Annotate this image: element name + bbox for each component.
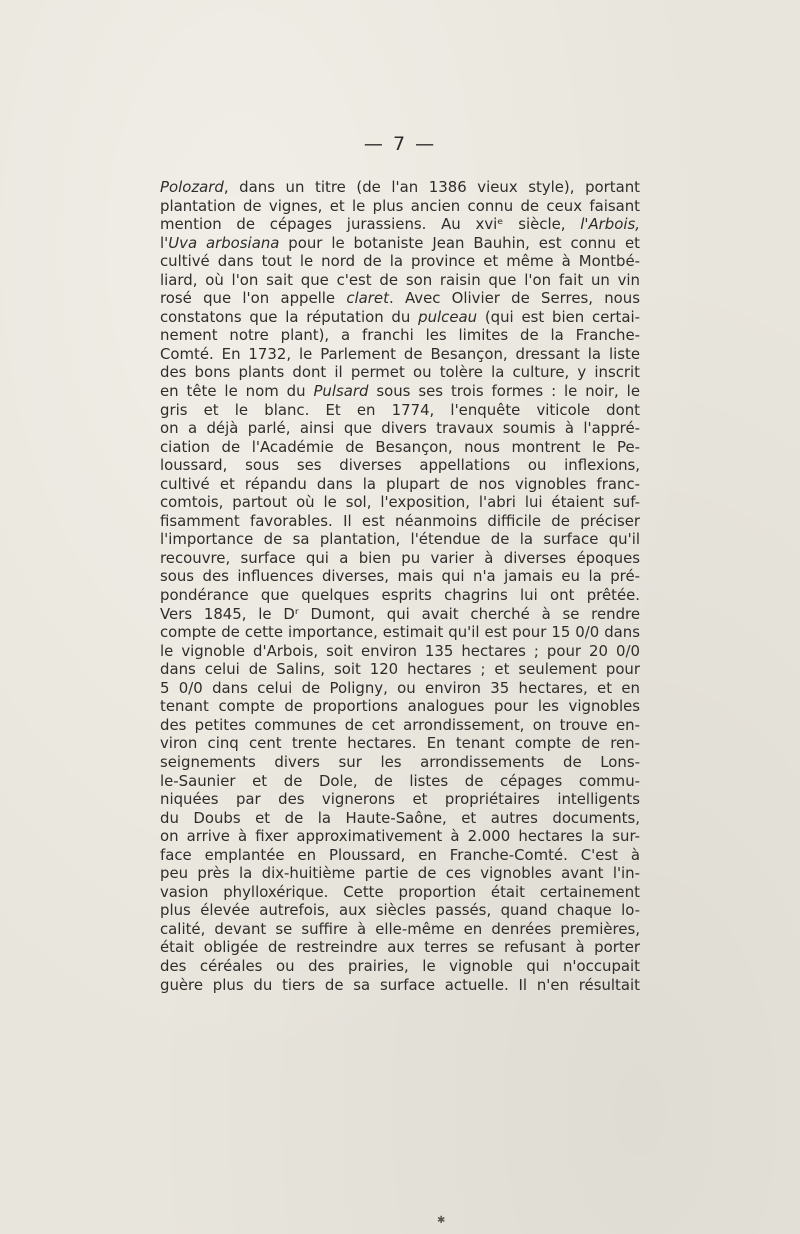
line-text: pour le botaniste Jean Bauhin, est connu et — [279, 233, 640, 252]
italic-text: Pulsard — [313, 382, 369, 401]
text-line — [160, 790, 640, 809]
page-number: — 7 — — [363, 133, 437, 155]
line-text: , dans un titre (de l'an 1386 vieux style), portant — [223, 178, 640, 196]
text-line — [160, 215, 640, 234]
line-text: en tête le nom du — [160, 382, 314, 401]
text-line — [160, 289, 640, 308]
text-line — [160, 938, 640, 957]
text-line — [160, 493, 640, 512]
text-line — [160, 567, 640, 586]
text-line — [160, 642, 640, 661]
line-text: le-Saunier et de Dole, de listes de cépages commu- — [160, 771, 640, 790]
line-text: (qui est bien certai- — [477, 307, 640, 326]
text-line — [160, 920, 640, 939]
text-line — [160, 586, 640, 605]
line-text: peu près la dix-huitième partie de ces vignobles avant l'in- — [160, 864, 640, 883]
line-text: . Avec Olivier de Serres, nous — [388, 289, 640, 308]
line-text: vasion phylloxérique. Cette proportion était certainement — [160, 882, 640, 901]
line-text: comtois, partout où le sol, l'exposition, l'abri lui étaient suf- — [160, 493, 640, 512]
text-line — [160, 753, 640, 772]
text-line — [160, 178, 640, 197]
text-line — [160, 679, 640, 698]
line-text: l' — [160, 233, 169, 252]
italic-text: pulceau — [418, 307, 478, 326]
text-line — [160, 234, 640, 253]
italic-text: claret — [346, 289, 389, 308]
line-text: dans celui de Salins, soit 120 hectares ; et seulement pour — [160, 660, 640, 679]
line-text: était obligée de restreindre aux terres se refusant à porter — [160, 938, 640, 957]
line-text: pondérance que quelques esprits chagrins lui ont prêtée. — [160, 586, 640, 605]
line-text: recouvre, surface qui a bien pu varier à diverses époques — [160, 548, 640, 567]
text-line — [160, 382, 640, 401]
line-text: loussard, sous ses diverses appellations ou inflexions, — [160, 456, 640, 475]
line-text: seignements divers sur les arrondissements de Lons- — [160, 752, 640, 771]
line-text: sous ses trois formes : le noir, le — [368, 382, 640, 401]
line-text: des céréales ou des prairies, le vignoble qui n'occupait — [160, 956, 640, 975]
line-text: fisamment favorables. Il est néanmoins difficile de préciser — [160, 511, 640, 530]
text-line — [160, 197, 640, 216]
italic-text: Polozard — [160, 178, 224, 196]
text-line — [160, 438, 640, 457]
italic-text: l'Arbois, — [580, 215, 640, 234]
text-line — [160, 976, 640, 995]
line-text: guère plus du tiers de sa surface actuelle. Il n'en résultait — [160, 975, 640, 994]
line-text: plantation de vignes, et le plus ancien connu de ceux faisant — [160, 196, 640, 215]
text-line — [160, 716, 640, 735]
line-text: 5 0/0 dans celui de Poligny, ou environ 35 hectares, et en — [160, 678, 640, 697]
text-line — [160, 864, 640, 883]
line-text: Vers 1845, le Dʳ Dumont, qui avait cherché à se rendre — [160, 604, 640, 623]
italic-text: Uva arbosiana — [168, 233, 280, 252]
text-line — [160, 901, 640, 920]
text-line — [160, 252, 640, 271]
text-line — [160, 883, 640, 902]
text-line — [160, 271, 640, 290]
text-line — [160, 605, 640, 624]
text-line — [160, 475, 640, 494]
line-text: gris et le blanc. Et en 1774, l'enquête viticole dont — [160, 400, 640, 419]
text-line — [160, 772, 640, 791]
text-line — [160, 846, 640, 865]
text-line — [160, 512, 640, 531]
line-text: on arrive à fixer approximativement à 2.000 hectares la sur- — [160, 827, 640, 846]
body-text — [160, 178, 640, 994]
line-text: constatons que la réputation du — [160, 307, 419, 326]
text-line — [160, 697, 640, 716]
line-text: Comté. En 1732, le Parlement de Besançon, dressant la liste — [160, 344, 640, 363]
line-text: cultivé dans tout le nord de la province et même à Montbé- — [160, 252, 640, 271]
text-line — [160, 957, 640, 976]
text-line — [160, 345, 640, 364]
text-line — [160, 308, 640, 327]
text-line — [160, 326, 640, 345]
line-text: face emplantée en Ploussard, en Franche-Comté. C'est à — [160, 845, 640, 864]
text-line — [160, 401, 640, 420]
line-text: viron cinq cent trente hectares. En tenant compte de ren- — [160, 734, 640, 753]
line-text: le vignoble d'Arbois, soit environ 135 hectares ; pour 20 0/0 — [160, 641, 640, 660]
text-line — [160, 809, 640, 828]
ink-mark: ✱ — [437, 1215, 446, 1226]
text-line — [160, 734, 640, 753]
line-text: rosé que l'on appelle — [160, 289, 347, 308]
line-text: mention de cépages jurassiens. Au xviᵉ siècle, — [160, 215, 581, 234]
text-line — [160, 363, 640, 382]
line-text: du Doubs et de la Haute-Saône, et autres documents, — [160, 808, 640, 827]
line-text: liard, où l'on sait que c'est de son raisin que l'on fait un vin — [160, 270, 640, 289]
text-line — [160, 530, 640, 549]
text-line — [160, 456, 640, 475]
text-line — [160, 623, 640, 642]
line-text: plus élevée autrefois, aux siècles passés, quand chaque lo- — [160, 901, 640, 920]
line-text: on a déjà parlé, ainsi que divers travaux soumis à l'appré- — [160, 419, 640, 438]
line-text: ciation de l'Académie de Besançon, nous montrent le Pe- — [160, 437, 640, 456]
line-text: des petites communes de cet arrondissement, on trouve en- — [160, 715, 640, 734]
line-text: compte de cette importance, estimait qu'il est pour 15 0/0 dans — [160, 623, 640, 642]
line-text: calité, devant se suffire à elle-même en denrées premières, — [160, 919, 640, 938]
line-text: l'importance de sa plantation, l'étendue de la surface qu'il — [160, 530, 640, 549]
text-line — [160, 549, 640, 568]
line-text: nement notre plant), a franchi les limites de la Franche- — [160, 326, 640, 345]
line-text: des bons plants dont il permet ou tolère la culture, y inscrit — [160, 363, 640, 382]
text-line — [160, 419, 640, 438]
line-text: cultivé et répandu dans la plupart de nos vignobles franc- — [160, 474, 640, 493]
line-text: sous des influences diverses, mais qui n'a jamais eu la pré- — [160, 567, 640, 586]
text-line — [160, 827, 640, 846]
text-line — [160, 660, 640, 679]
line-text: niquées par des vignerons et propriétaires intelligents — [160, 790, 640, 809]
line-text: tenant compte de proportions analogues pour les vignobles — [160, 697, 640, 716]
